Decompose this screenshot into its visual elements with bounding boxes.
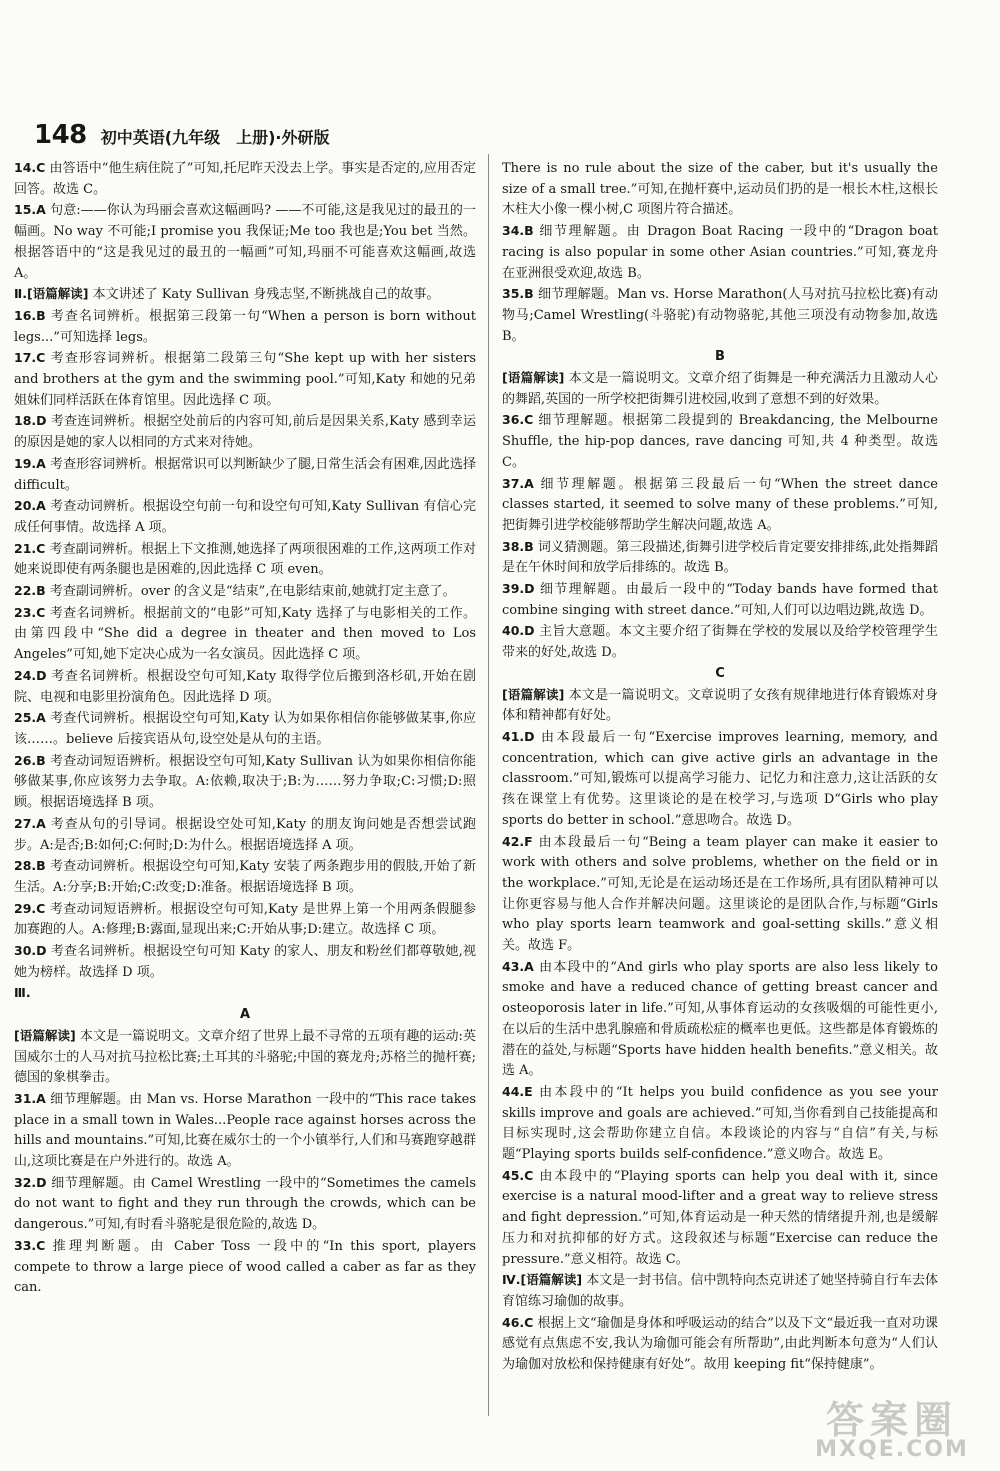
answer-explanation: 由答语中“他生病住院了”可知,托尼昨天没去上学。事实是否定的,应用否定回答。故选 C。 bbox=[14, 161, 477, 197]
right-column bbox=[502, 158, 938, 1376]
answer-number: Ⅲ. bbox=[14, 985, 31, 1001]
answer-explanation: 由本段中的“It helps you build confidence as you see your skills improve and goals are achieved.”可知,当你看到自己技能提高和目标实现时,这会帮助你建立自信。本段谈论的内容与“自信”有关,与标题“Playing sports builds self-confidence.”意义吻合。故选 E。 bbox=[502, 1084, 939, 1163]
answer-entry bbox=[502, 284, 938, 347]
answer-entry bbox=[502, 368, 938, 410]
answer-entry bbox=[14, 1236, 476, 1299]
answer-explanation: 考查形容词辨析。根据常识可以判断缺少了腿,日常生活会有困难,因此选择 difficult。 bbox=[14, 456, 476, 493]
answer-number: 38.B bbox=[502, 538, 534, 554]
answer-entry bbox=[14, 603, 476, 666]
answer-explanation: 考查动词辨析。根据设空句可知,Katy 安装了两条跑步用的假肢,开始了新生活。A:分享;B:开始;C:改变;D:准备。根据语境选择 B 项。 bbox=[14, 859, 476, 895]
answer-entry bbox=[502, 621, 938, 663]
answer-number: 33.C bbox=[14, 1237, 46, 1253]
answer-explanation: 考查动词辨析。根据设空句前一句和设空句可知,Katy Sullivan 有信心完成任何事情。故选择 A 项。 bbox=[14, 499, 476, 535]
answer-entry bbox=[14, 454, 476, 496]
answer-entry bbox=[14, 496, 476, 538]
answer-number: 43.A bbox=[502, 958, 534, 974]
answer-explanation: 本文讲述了 Katy Sullivan 身残志坚,不断挑战自己的故事。 bbox=[92, 287, 440, 303]
answer-entry bbox=[14, 941, 476, 983]
answer-number: 19.A bbox=[14, 455, 46, 471]
answer-entry bbox=[14, 539, 476, 581]
answer-entry bbox=[502, 1313, 938, 1376]
answer-number: 39.D bbox=[502, 581, 535, 597]
answer-number: 44.E bbox=[502, 1083, 533, 1099]
answer-explanation: 由本段最后一句“Exercise improves learning, memory, and concentration, which can give active girls an advantage in the classroom.”可知,锻炼可以提高学习能力、记忆力和注意力,这让活跃的女孩在课堂上有优势。这里谈论的是在校学习,与选项 D“Girls who play sports do better in school.”意思吻合。故选 D。 bbox=[502, 729, 938, 828]
answer-number: 18.D bbox=[14, 413, 47, 429]
answer-explanation: 主旨大意题。本文主要介绍了街舞在学校的发展以及给学校管理学生带来的好处,故选 D。 bbox=[502, 624, 938, 661]
answer-number: 15.A bbox=[14, 202, 46, 218]
answer-number: [语篇解读] bbox=[502, 370, 565, 386]
answer-entry bbox=[14, 200, 476, 284]
answer-entry bbox=[14, 1173, 476, 1236]
section-heading: B bbox=[715, 349, 725, 365]
answer-explanation: 细节理解题。根据第二段提到的 Breakdancing, the Melbourne Shuffle, the hip-pop dances, rave dancing 可知,共 4 种类型。故选 C。 bbox=[502, 413, 939, 470]
answer-number: 37.A bbox=[502, 475, 534, 491]
column-divider bbox=[488, 154, 489, 1416]
answer-entry bbox=[14, 411, 476, 453]
answer-number: 28.B bbox=[14, 858, 46, 874]
site-watermark bbox=[792, 1398, 992, 1463]
answer-explanation: 本文是一篇说明文。文章说明了女孩有规律地进行体育锻炼对身体和精神都有好处。 bbox=[502, 687, 938, 724]
answer-number: Ⅱ.[语篇解读] bbox=[14, 286, 89, 302]
answer-entry bbox=[14, 581, 476, 603]
answer-explanation: 考查名词辨析。根据设空句可知 Katy 的家人、朋友和粉丝们都尊敬她,视她为榜样。故选择 D 项。 bbox=[14, 944, 476, 980]
answer-explanation: 考查名词辨析。根据前文的“电影”可知,Katy 选择了与电影相关的工作。由第四段中“She did a degree in theater and then moved to Los Angeles”可知,她下定决心成为一名女演员。因此选择 C 项。 bbox=[14, 605, 477, 663]
answer-number: 23.C bbox=[14, 604, 46, 620]
answer-entry bbox=[502, 537, 938, 579]
answer-explanation: 细节理解题。由 Dragon Boat Racing 一段中的“Dragon boat racing is also popular in some other Asian countries.”可知,赛龙舟在亚洲很受欢迎,故选 B。 bbox=[502, 224, 938, 281]
answer-number: 35.B bbox=[502, 286, 534, 302]
answer-entry bbox=[14, 666, 476, 708]
answer-explanation: 推理判断题。由 Caber Toss 一段中的“In this sport, players compete to throw a large piece of wood called a caber as far as they can. bbox=[14, 1238, 476, 1296]
answer-number: 14.C bbox=[14, 160, 46, 175]
section-heading: A bbox=[239, 1007, 251, 1023]
answer-explanation: 考查连词辨析。根据空处前后的内容可知,前后是因果关系,Katy 感到幸运的原因是她的家人以相同的方式来对待她。 bbox=[14, 414, 476, 451]
answer-number: Ⅳ.[语篇解读] bbox=[502, 1272, 583, 1288]
answer-entry bbox=[14, 1089, 476, 1173]
answer-entry bbox=[14, 1026, 476, 1089]
answer-number: 20.A bbox=[14, 498, 46, 514]
answer-explanation: There is no rule about the size of the caber, but it's usually the size of a small tree.”可知,在抛杆赛中,运动员们扔的是一根长木柱,这根长木柱大小像一棵小树,C 项图片符合描述。 bbox=[502, 161, 938, 218]
watermark-url: MXQE.COM bbox=[815, 1437, 969, 1462]
answer-number: 40.D bbox=[502, 623, 535, 639]
answer-number: 45.C bbox=[502, 1167, 534, 1183]
answer-explanation: 细节理解题。由 Man vs. Horse Marathon 一段中的“This race takes place in a small town in Wales...People race against horses across the hills and mountains.”可知,比赛在威尔士的一个小镇举行,人们和马赛跑穿越群山,这项比赛是在户外进行的。故选 A。 bbox=[14, 1091, 476, 1170]
answer-explanation: 由本段中的“And girls who play sports are also less likely to smoke and have a reduced chance of getting breast cancer and osteoporosis later in life.”可知,从事体育运动的女孩吸烟的可能性更小,在以后的生活中患乳腺癌和骨质疏松症的概率也更低。这些都是体育锻炼的潜在的益处,与标题“Sports have hidden health benefits.”意义相关。故选 A。 bbox=[502, 959, 938, 1079]
answer-entry bbox=[14, 284, 476, 306]
page-number: 148 bbox=[34, 120, 87, 150]
answer-entry bbox=[14, 306, 476, 348]
book-title: 初中英语(九年级 上册)·外研版 bbox=[100, 128, 330, 147]
answer-entry bbox=[502, 221, 938, 284]
answer-explanation: 根据上文“瑜伽是身体和呼吸运动的结合”以及下文“最近我一直对功课感觉有点焦虑不安,我认为瑜伽可能会有所帮助”,由此判断本句意为“人们认为瑜伽对放松和保持健康有好处”。故用 keeping fit“保持健康”。 bbox=[502, 1315, 938, 1373]
answer-number: 16.B bbox=[14, 307, 46, 323]
page-header bbox=[34, 112, 330, 148]
answer-number: 22.B bbox=[14, 583, 46, 599]
answer-number: 42.F bbox=[502, 833, 533, 849]
answer-entry bbox=[14, 751, 476, 814]
answer-entry bbox=[502, 410, 938, 473]
answer-explanation: 考查动词短语辨析。根据设空句可知,Katy 是世界上第一个用两条假腿参加赛跑的人。A:修理;B:露面,显现出来;C:开始从事;D:建立。故选择 C 项。 bbox=[14, 901, 476, 938]
answer-entry bbox=[14, 983, 476, 1005]
answer-explanation: 考查代词辨析。根据设空句可知,Katy 认为如果你相信你能够做某事,你应该……。believe 后接宾语从句,设空处是从句的主语。 bbox=[14, 711, 476, 747]
answer-entry bbox=[14, 899, 476, 941]
answer-entry bbox=[502, 1082, 938, 1166]
answer-entry bbox=[14, 348, 476, 411]
answer-number: 32.D bbox=[14, 1174, 47, 1190]
answer-entry bbox=[502, 832, 938, 957]
answer-number: 30.D bbox=[14, 943, 47, 959]
answer-explanation: 考查副词辨析。根据上下文推测,她选择了两项很困难的工作,这两项工作对她来说即使有两条腿也是困难的,因此选择 C 项 even。 bbox=[14, 541, 476, 578]
answer-explanation: 本文是一篇说明文。文章介绍了世界上最不寻常的五项有趣的运动:英国威尔士的人马对抗马拉松比赛;土耳其的斗骆驼;中国的赛龙舟;苏格兰的抛杆赛;德国的象棋拳击。 bbox=[14, 1028, 476, 1086]
answer-entry bbox=[14, 856, 476, 898]
answer-number: 34.B bbox=[502, 223, 534, 239]
answer-number: 25.A bbox=[14, 710, 46, 726]
answer-entry bbox=[502, 579, 938, 621]
answer-number: 41.D bbox=[502, 728, 535, 744]
answer-explanation: 由本段中的“Playing sports can help you deal with it, since exercise is a natural mood-lifter and a great way to relieve stress and fight depression.”可知,体育运动是一种天然的情绪提升剂,也是缓解压力和对抗抑郁的好方式。这段叙述与标题“Exercise can reduce the pressure.”意义相符。故选 C。 bbox=[502, 1168, 938, 1267]
answer-explanation: 细节理解题。Man vs. Horse Marathon(人马对抗马拉松比赛)有动物马;Camel Wrestling(斗骆驼)有动物骆驼,其他三项没有动物参加,故选 B。 bbox=[502, 287, 938, 344]
answer-explanation: 考查副词辨析。over 的含义是“结束”,在电影结束前,她就打定主意了。 bbox=[49, 584, 456, 600]
answer-explanation: 考查形容词辨析。根据第二段第三句“She kept up with her sisters and brothers at the gym and the swimming pool.”可知,Katy 和她的兄弟姐妹们同样活跃在体育馆里。因此选择 C 项。 bbox=[14, 351, 477, 408]
answer-explanation: 考查从句的引导词。根据设空处可知,Katy 的朋友询问她是否想尝试跑步。A:是否;B:如何;C:何时;D:为什么。根据语境选择 A 项。 bbox=[14, 816, 476, 853]
answer-number: 24.D bbox=[14, 667, 47, 683]
answer-entry bbox=[502, 685, 938, 727]
answer-entry bbox=[502, 957, 938, 1082]
answer-number: 29.C bbox=[14, 900, 46, 916]
answer-explanation: 由本段最后一句“Being a team player can make it easier to work with others and solve problems, whether on the field or in the workplace.”可知,无论是在运动场还是在工作场所,具有团队精神可以让你更容易与他人合作并解决问题。这里谈论的是团队合作,与标题“Girls who play sports learn teamwork and goal-setting skills.”意义相关。故选 F。 bbox=[502, 834, 938, 954]
answer-entry bbox=[502, 474, 938, 537]
answer-number: 21.C bbox=[14, 540, 46, 556]
answer-explanation: 考查名词辨析。根据第三段第一句“When a person is born without legs...”可知选择 legs。 bbox=[14, 308, 476, 345]
answer-number: 17.C bbox=[14, 350, 46, 366]
answer-number: 46.C bbox=[502, 1314, 534, 1330]
answer-entry bbox=[14, 708, 476, 750]
answer-explanation: 本文是一封书信。信中凯特向杰克讲述了她坚持骑自行车去体育馆练习瑜伽的故事。 bbox=[502, 1273, 938, 1309]
answer-entry bbox=[502, 1166, 938, 1271]
answer-number: 26.B bbox=[14, 752, 46, 768]
answer-explanation: 句意:——你认为玛丽会喜欢这幅画吗? ——不可能,这是我见过的最丑的一幅画。No way 不可能;I promise you 我保证;Me too 我也是;You bet 当然。根据答语中的“这是我见过的最丑的一幅画”可知,玛丽不可能喜欢这幅画,故选 A。 bbox=[14, 203, 476, 281]
answer-number: [语篇解读] bbox=[14, 1027, 76, 1043]
answer-entry bbox=[502, 1270, 938, 1312]
watermark-logo-text: 答案圈 bbox=[825, 1398, 958, 1442]
answer-number: [语篇解读] bbox=[502, 686, 565, 702]
answer-explanation: 细节理解题。由 Camel Wrestling 一段中的“Sometimes the camels do not want to fight and they run through the crowds, which can be dangerous.”可知,有时看斗骆驼是很危险的,故选 D。 bbox=[14, 1175, 476, 1233]
answer-explanation: 细节理解题。根据第三段最后一句“When the street dance classes started, it seemed to solve many of these problems.”可知,把街舞引进学校能够帮助学生解决问题,故选 A。 bbox=[502, 476, 938, 533]
answer-number: 36.C bbox=[502, 412, 534, 428]
answer-entry bbox=[14, 814, 476, 856]
answer-explanation: 考查动词短语辨析。根据设空句可知,Katy Sullivan 认为如果你相信你能够做某事,你应该努力去争取。A:依赖,取决于;B:为……努力争取;C:习惯;D:照顾。根据语境选择 B 项。 bbox=[14, 753, 476, 811]
section-heading: C bbox=[715, 665, 725, 681]
answer-number: 27.A bbox=[14, 815, 46, 831]
answer-entry bbox=[502, 158, 938, 221]
answer-explanation: 细节理解题。由最后一段中的“Today bands have formed that combine singing with street dance.”可知,人们可以边唱边跳,故选 D。 bbox=[502, 582, 938, 618]
answer-entry bbox=[14, 158, 476, 200]
answer-explanation: 考查名词辨析。根据设空句可知,Katy 取得学位后搬到洛杉矶,开始在剧院、电视和电影里扮演角色。因此选择 D 项。 bbox=[14, 668, 476, 705]
left-column bbox=[14, 158, 476, 1299]
answer-explanation: 本文是一篇说明文。文章介绍了街舞是一种充满活力且激动人心的舞蹈,英国的一所学校把街舞引进校园,收到了意想不到的好效果。 bbox=[502, 371, 938, 407]
answer-explanation: 词义猜测题。第三段描述,街舞引进学校后肯定要安排排练,此处指舞蹈是在午休时间和放学后排练的。故选 B。 bbox=[502, 539, 939, 576]
answer-number: 31.A bbox=[14, 1090, 46, 1106]
answer-entry bbox=[502, 727, 938, 832]
